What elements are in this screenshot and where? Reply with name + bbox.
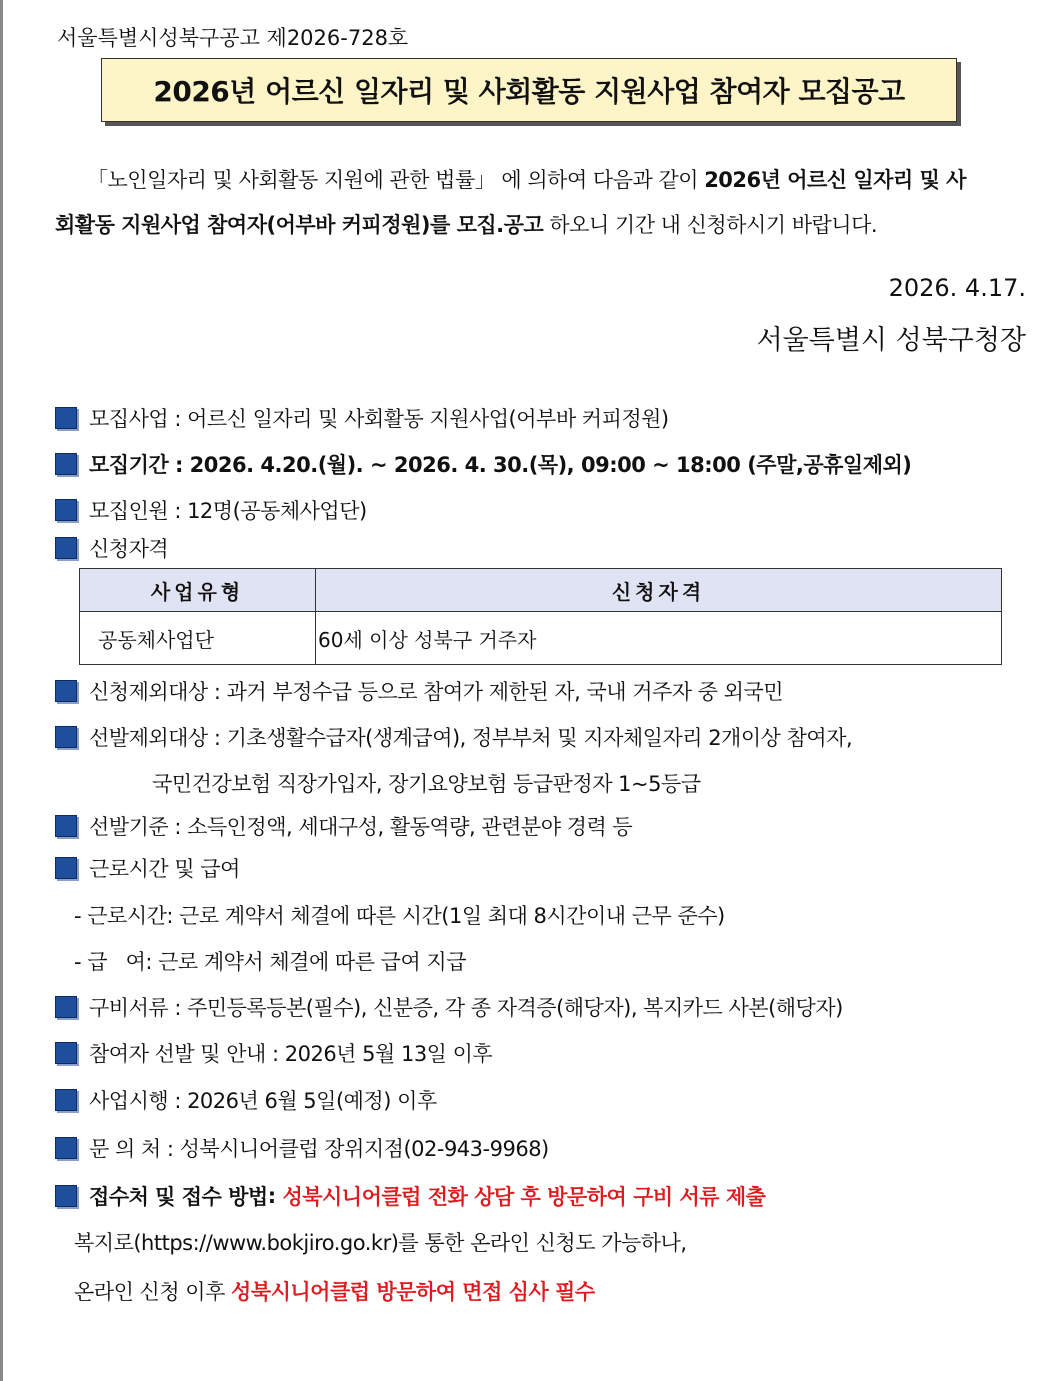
table-cell-type: 공동체사업단 <box>80 612 316 665</box>
item-contact-text: 문 의 처 : 성북시니어클럽 장위지점(02-943-9968) <box>89 1137 549 1161</box>
intro-bold-1: 2026년 어르신 일자리 및 사 <box>704 168 966 192</box>
square-bullet-icon <box>55 1137 77 1159</box>
item-criteria-text: 선발기준 : 소득인정액, 세대구성, 활동역량, 관련분야 경력 등 <box>89 815 633 839</box>
item-online: 복지로(https://www.bokjiro.go.kr)를 통한 온라인 신청도 가능하나, <box>74 1231 687 1255</box>
notice-date: 2026. 4.17. <box>888 274 1026 302</box>
square-bullet-icon <box>55 407 77 429</box>
item-exclude-apply <box>55 676 783 706</box>
item-period-text: 모집기간 : 2026. 4.20.(월). ~ 2026. 4. 30.(목), 09:00 ~ 18:00 (주말,공휴일제외) <box>89 453 912 477</box>
item-start <box>55 1085 437 1115</box>
item-reception <box>55 1181 765 1211</box>
item-exclude-select-continued: 국민건강보험 직장가입자, 장기요양보험 등급판정자 1~5등급 <box>152 772 701 796</box>
item-exclude-apply-text: 신청제외대상 : 과거 부정수급 등으로 참여가 제한된 자, 국내 거주자 중 외국민 <box>89 680 784 704</box>
item-online-plain: 온라인 신청 이후 <box>74 1280 232 1304</box>
item-notice <box>55 1038 492 1068</box>
intro-text-2: 하오니 기간 내 신청하시기 바랍니다. <box>543 213 878 237</box>
square-bullet-icon <box>55 680 77 702</box>
square-bullet-icon <box>55 815 77 837</box>
item-project-text: 모집사업 : 어르신 일자리 및 사회활동 지원사업(어부바 커피정원) <box>89 407 669 431</box>
intro-text-1: 「노인일자리 및 사회활동 지원에 관한 법률」 에 의하여 다음과 같이 <box>87 168 705 192</box>
intro-paragraph <box>55 158 1030 248</box>
item-reception-label: 접수처 및 접수 방법 <box>89 1185 268 1209</box>
item-count <box>55 495 367 525</box>
table-cell-qualification: 60세 이상 성북구 거주자 <box>316 612 1002 665</box>
item-qualification <box>55 533 168 563</box>
item-work-pay: - 급 여: 근로 계약서 체결에 따른 급여 지급 <box>74 950 466 974</box>
item-start-text: 사업시행 : 2026년 6월 5일(예정) 이후 <box>89 1089 437 1113</box>
notice-issuer: 서울특별시 성북구청장 <box>756 325 1026 356</box>
item-period <box>55 449 911 479</box>
item-contact <box>55 1133 549 1163</box>
square-bullet-icon <box>55 996 77 1018</box>
item-reception-method: 성북시니어클럽 전화 상담 후 방문하여 구비 서류 제출 <box>282 1185 766 1209</box>
item-count-text: 모집인원 : 12명(공동체사업단) <box>89 499 367 523</box>
square-bullet-icon <box>55 1089 77 1111</box>
item-docs <box>55 992 843 1022</box>
square-bullet-icon <box>55 537 77 559</box>
square-bullet-icon <box>55 499 77 521</box>
square-bullet-icon <box>55 726 77 748</box>
page-left-rule <box>0 0 3 1381</box>
item-reception-colon: : <box>267 1184 283 1208</box>
item-work <box>55 853 240 883</box>
item-online-continued <box>74 1276 595 1306</box>
table-header-row <box>80 569 1002 612</box>
intro-bold-2: 회활동 지원사업 참여자(어부바 커피정원)를 모집.공고 <box>55 213 544 237</box>
square-bullet-icon <box>55 857 77 879</box>
page-title: 2026년 어르신 일자리 및 사회활동 지원사업 참여자 모집공고 <box>101 58 957 122</box>
item-project <box>55 403 669 433</box>
item-work-time: - 근로시간: 근로 계약서 체결에 따른 시간(1일 최대 8시간이내 근무 준수) <box>74 904 725 928</box>
square-bullet-icon <box>55 453 77 475</box>
table-header-type: 사업유형 <box>80 569 316 612</box>
table-header-qualification: 신청자격 <box>316 569 1002 612</box>
item-docs-text: 구비서류 : 주민등록등본(필수), 신분증, 각 종 자격증(해당자), 복지카드 사본(해당자) <box>89 996 843 1020</box>
square-bullet-icon <box>55 1042 77 1064</box>
item-online-emphasis: 성북시니어클럽 방문하여 면접 심사 필수 <box>231 1280 595 1304</box>
item-criteria <box>55 811 632 841</box>
item-work-text: 근로시간 및 급여 <box>89 857 240 881</box>
qualification-table <box>79 568 1002 665</box>
item-notice-text: 참여자 선발 및 안내 : 2026년 5월 13일 이후 <box>89 1042 493 1066</box>
notice-reference-number: 서울특별시성북구공고 제2026-728호 <box>57 26 409 50</box>
item-qualification-text: 신청자격 <box>89 537 169 561</box>
item-exclude-select-text: 선발제외대상 : 기초생활수급자(생계급여), 정부부처 및 지자체일자리 2개이상 참여자, <box>89 726 853 750</box>
item-exclude-select <box>55 722 852 752</box>
table-row <box>80 612 1002 665</box>
square-bullet-icon <box>55 1185 77 1207</box>
